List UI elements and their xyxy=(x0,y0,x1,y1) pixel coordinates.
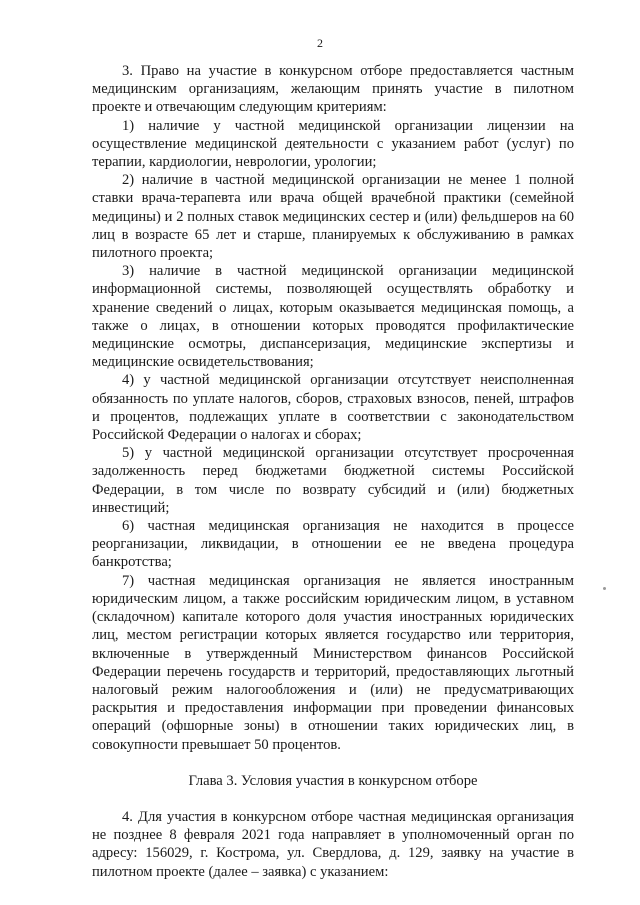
chapter-heading: Глава 3. Условия участия в конкурсном отборе xyxy=(188,772,478,789)
paragraph-item-3: 3. Право на участие в конкурсном отборе предоставляется частным медицинским организациям, желающим принять участие в пилотном проекте и отвечающим следующим критериям: xyxy=(92,63,574,116)
criterion-4: 4) у частной медицинской организации отсутствует неисполненная обязанность по уплате налогов, сборов, страховых взносов, пеней, штрафов и процентов, подлежащих уплате в соответствии с законодательством Российской Федерации о налогах и сборах; xyxy=(92,372,574,444)
criterion-1: 1) наличие у частной медицинской организации лицензии на осуществление медицинской деятельности с указанием работ (услуг) по терапии, кардиологии, неврологии, урологии; xyxy=(92,117,574,171)
criterion-6: 6) частная медицинская организация не находится в процессе реорганизации, ликвидации, в отношении ее не введена процедура банкротства; xyxy=(92,518,574,571)
criterion-3: 3) наличие в частной медицинской организации медицинской информационной системы, позволяющей осуществлять обработку и хранение сведений о лицах, которым оказывается медицинская помощь, а также о лицах, в отношении которых проводятся профилактические медицинские осмотры, диспансеризация, медицинские экспертизы и медицинские освидетельствования; xyxy=(92,263,574,371)
criterion-2: 2) наличие в частной медицинской организации не менее 1 полной ставки врача-терапевта или врача общей врачебной практики (семейной медицины) и 2 полных ставок медицинских сестер и (или) фельдшеров на 60 лиц в возрасте 65 лет и старше, планируемых к обслуживанию в рамках пилотного проекта; xyxy=(92,172,574,262)
scan-speck xyxy=(603,587,606,590)
criterion-5: 5) у частной медицинской организации отсутствует просроченная задолженность перед бюджетами бюджетной системы Российской Федерации, в том числе по возврату субсидий и (или) бюджетных инвестиций; xyxy=(92,445,574,516)
paragraph-item-4: 4. Для участия в конкурсном отборе частная медицинская организация не позднее 8 февраля 2021 года направляет в уполномоченный орган по адресу: 156029, г. Кострома, ул. Свердлова, д. 129, заявку на участие в пилотном проекте (далее – заявка) с указанием: xyxy=(92,808,574,880)
document-body xyxy=(92,62,574,881)
criterion-7: 7) частная медицинская организация не является иностранным юридическим лицом, а также российским юридическим лицом, в уставном (складочном) капитале которого доля участия иностранных юридических лиц, местом регистрации которых является государство или территория, включенные в утвержденный Министерством финансов Российской Федерации перечень государств и территорий, предоставляющих льготный налоговый режим налогообложения и (или) не предусматривающих раскрытия и предоставления информации при проведении финансовых операций (офшорные зоны) в отношении таких юридических лиц, в совокупности превышает 50 процентов. xyxy=(92,572,574,753)
page-number: 2 xyxy=(317,36,323,50)
